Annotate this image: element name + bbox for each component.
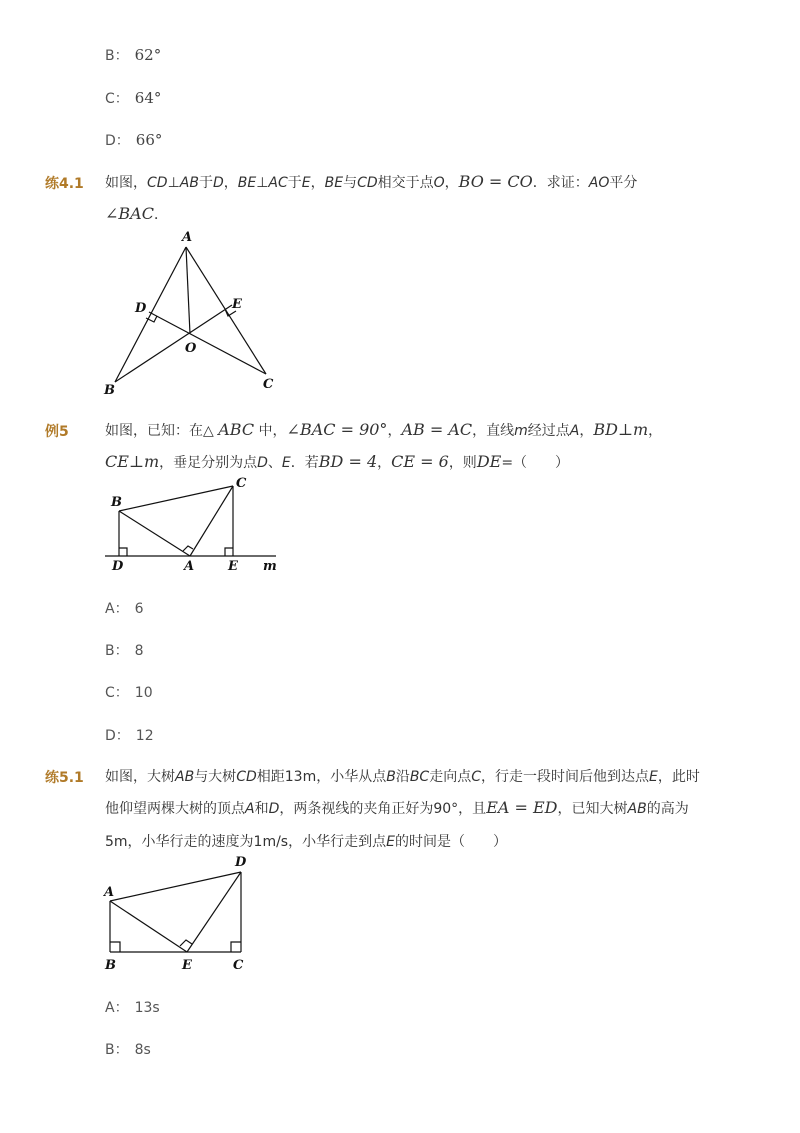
text: 相交于点 — [377, 175, 434, 191]
math-symbol: ⊥ — [256, 175, 269, 191]
math-equation: AB = AC — [401, 420, 473, 439]
option-label: B： — [105, 48, 129, 64]
answer-blank: 的时间是（ ） — [394, 834, 507, 850]
option-value: 6 — [134, 601, 144, 617]
option-b[interactable] — [105, 1039, 151, 1059]
segment-bc — [119, 486, 233, 511]
math-var: BE — [324, 175, 344, 191]
math-symbol: ⊥ — [167, 175, 180, 191]
text: 如图，大树 — [105, 769, 175, 785]
right-angle-mark-e — [180, 940, 192, 946]
option-value: 8s — [134, 1042, 151, 1058]
label-m: m — [263, 559, 277, 574]
segment-ac — [190, 486, 233, 556]
math-var: D — [257, 455, 268, 471]
label-d: D — [235, 855, 247, 870]
problem-text-line — [105, 831, 507, 851]
label-b: B — [104, 383, 115, 398]
exercise-tag: 练5.1 — [45, 770, 84, 786]
problem-text-line — [105, 452, 569, 472]
math-var: m — [514, 423, 528, 439]
right-angle-mark-c — [231, 942, 241, 952]
text: ， — [444, 175, 459, 191]
example-tag: 例5 — [45, 424, 69, 440]
math-var: AB — [179, 175, 199, 191]
math-var: O — [433, 175, 445, 191]
text: 的高为 — [646, 801, 689, 817]
text: 于 — [198, 175, 213, 191]
text: 他仰望两棵大树的顶点 — [105, 801, 245, 817]
label-a: A — [184, 559, 195, 574]
answer-blank: =（ ） — [501, 455, 570, 471]
text: ， — [310, 175, 325, 191]
segment-ab — [115, 247, 186, 382]
math-var: A — [245, 801, 255, 817]
label-e: E — [232, 297, 242, 312]
text: ，直线 — [472, 423, 515, 439]
math-var: DE — [476, 452, 502, 471]
label-e: E — [228, 559, 238, 574]
text: 平分 — [609, 175, 638, 191]
label-a: A — [104, 885, 115, 900]
option-value: 12 — [135, 728, 154, 744]
text: ， — [377, 455, 392, 471]
text: ． — [153, 207, 168, 223]
text: 相距13m，小华从点 — [256, 769, 387, 785]
segment-ao — [186, 247, 190, 334]
geometry-figure-5 — [100, 474, 285, 579]
math-var: AO — [588, 175, 610, 191]
text: 中， — [254, 423, 287, 439]
text: ， — [648, 423, 663, 439]
option-value: 66° — [135, 131, 163, 149]
math-var: D — [268, 801, 280, 817]
text: 与 — [343, 175, 358, 191]
math-var: AC — [268, 175, 288, 191]
problem-text-line — [105, 798, 689, 818]
text: 、 — [267, 455, 282, 471]
math-var: E — [281, 455, 291, 471]
text: ，两条视线的夹角正好为90°，且 — [279, 801, 487, 817]
text: 走向点 — [429, 769, 472, 785]
text: 经过点 — [527, 423, 570, 439]
segment-ad — [110, 872, 241, 901]
right-angle-mark-e — [225, 548, 233, 556]
text: ，垂足分别为点 — [159, 455, 258, 471]
segment-ed — [187, 872, 241, 952]
math-var: D — [212, 175, 224, 191]
label-a: A — [182, 230, 193, 245]
label-d: D — [112, 559, 124, 574]
math-var: E — [386, 834, 395, 850]
option-c[interactable] — [105, 682, 153, 702]
segment-ae — [110, 901, 187, 952]
text: ，则 — [448, 455, 477, 471]
math-equation: BD⊥m — [593, 420, 649, 439]
text: 与大树 — [194, 769, 237, 785]
math-var: AB — [175, 769, 195, 785]
geometry-figure-4-1 — [100, 225, 290, 400]
math-equation: ∠BAC = 90° — [286, 420, 388, 439]
problem-text-line — [105, 420, 662, 440]
text: ， — [387, 423, 402, 439]
text: ．求证： — [532, 175, 589, 191]
option-label: D： — [105, 133, 130, 149]
math-var: B — [386, 769, 396, 785]
math-equation: BD = 4 — [318, 452, 378, 471]
problem-text-line — [105, 204, 168, 224]
math-equation: BO = CO — [458, 172, 533, 191]
geometry-figure-5-1 — [100, 852, 260, 977]
option-label: C： — [105, 685, 129, 701]
option-a[interactable] — [105, 598, 144, 618]
option-b[interactable] — [105, 640, 144, 660]
text: ， — [579, 423, 594, 439]
problem-text-line — [105, 766, 700, 786]
math-var: CD — [357, 175, 378, 191]
right-angle-mark-a — [183, 546, 193, 551]
right-angle-mark-d — [119, 548, 127, 556]
option-b[interactable] — [105, 45, 161, 65]
option-value: 13s — [134, 1000, 160, 1016]
label-c: C — [233, 958, 244, 973]
math-equation: EA = ED — [486, 798, 558, 817]
option-d[interactable] — [105, 130, 162, 150]
label-o: O — [185, 341, 197, 356]
option-label: D： — [105, 728, 130, 744]
label-c: C — [236, 476, 247, 491]
text: ，已知大树 — [557, 801, 628, 817]
math-equation: CE = 6 — [391, 452, 449, 471]
math-var: BE — [237, 175, 257, 191]
math-var: C — [471, 769, 481, 785]
label-b: B — [111, 495, 122, 510]
math-var: CD — [147, 175, 168, 191]
option-value: 8 — [134, 643, 144, 659]
option-label: C： — [105, 91, 129, 107]
math-var: BC — [409, 769, 430, 785]
option-value: 62° — [134, 46, 162, 64]
text: 沿 — [395, 769, 410, 785]
label-b: B — [105, 958, 116, 973]
math-var: CD — [236, 769, 257, 785]
text: 于 — [287, 175, 302, 191]
option-label: A： — [105, 1000, 129, 1016]
math-angle: ∠BAC — [105, 204, 154, 223]
text: 如图，已知：在 — [105, 423, 203, 439]
option-value: 64° — [134, 89, 162, 107]
text: ， — [223, 175, 238, 191]
option-d[interactable] — [105, 725, 154, 745]
text: ，行走一段时间后他到达点 — [480, 769, 649, 785]
option-value: 10 — [134, 685, 153, 701]
label-d: D — [135, 301, 147, 316]
right-angle-mark-b — [110, 942, 120, 952]
segment-ba — [119, 511, 190, 556]
text: 5m，小华行走的速度为1m/s，小华行走到点 — [105, 834, 387, 850]
option-c[interactable] — [105, 88, 161, 108]
label-e: E — [182, 958, 192, 973]
text: ．若 — [290, 455, 319, 471]
problem-text-line — [105, 172, 637, 192]
math-var: AB — [627, 801, 647, 817]
text: 和 — [254, 801, 269, 817]
exercise-tag: 练4.1 — [45, 176, 84, 192]
text: ，此时 — [657, 769, 700, 785]
math-var: E — [648, 769, 658, 785]
option-label: B： — [105, 1042, 129, 1058]
option-a[interactable] — [105, 997, 160, 1017]
math-var: ABC — [218, 420, 255, 439]
math-var: A — [569, 423, 580, 439]
text: 如图， — [105, 175, 147, 191]
option-label: A： — [105, 601, 129, 617]
math-symbol: △ — [203, 423, 219, 439]
segment-be — [115, 305, 232, 382]
option-label: B： — [105, 643, 129, 659]
math-equation: CE⊥m — [105, 452, 160, 471]
math-var: E — [301, 175, 311, 191]
label-c: C — [263, 377, 274, 392]
